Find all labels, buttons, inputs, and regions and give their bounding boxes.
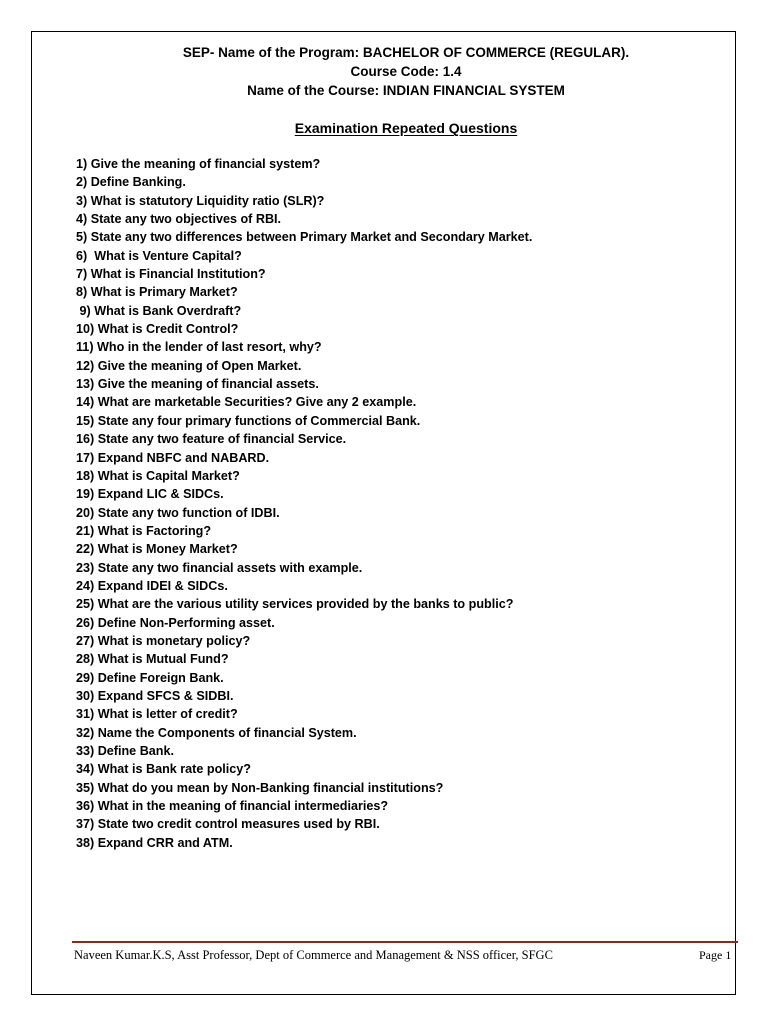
question-item: 21) What is Factoring?: [76, 523, 212, 538]
question-item: 28) What is Mutual Fund?: [76, 652, 229, 667]
question-item: 13) Give the meaning of financial assets.: [76, 377, 319, 392]
course-name: Name of the Course: INDIAN FINANCIAL SYSTEM: [247, 83, 565, 98]
question-item: 38) Expand CRR and ATM.: [76, 835, 233, 850]
question-item: 32) Name the Components of financial System.: [76, 725, 357, 740]
question-item: 17) Expand NBFC and NABARD.: [76, 450, 270, 465]
question-item: 12) Give the meaning of Open Market.: [76, 358, 302, 373]
question-item: 7) What is Financial Institution?: [76, 267, 266, 282]
question-item: 11) Who in the lender of last resort, why?: [76, 340, 322, 355]
page-number: Page 1: [699, 948, 732, 962]
question-item: 35) What do you mean by Non-Banking financial institutions?: [76, 780, 444, 795]
footer-author: Naveen Kumar.K.S, Asst Professor, Dept of Commerce and Management & NSS officer, SFGC: [74, 948, 553, 962]
question-item: 26) Define Non-Performing asset.: [76, 615, 275, 630]
question-item: 24) Expand IDEI & SIDCs.: [76, 578, 228, 593]
question-item: 18) What is Capital Market?: [76, 468, 240, 483]
question-item: 23) State any two financial assets with example.: [76, 560, 363, 575]
question-item: 8) What is Primary Market?: [76, 285, 238, 300]
question-item: 16) State any two feature of financial Service.: [76, 432, 347, 447]
question-item: 30) Expand SFCS & SIDBI.: [76, 688, 234, 703]
question-item: 22) What is Money Market?: [76, 542, 238, 557]
question-item: 4) State any two objectives of RBI.: [76, 212, 282, 227]
question-item: 34) What is Bank rate policy?: [76, 762, 251, 777]
question-item: 3) What is statutory Liquidity ratio (SLR)?: [76, 193, 325, 208]
question-item: 10) What is Credit Control?: [76, 322, 239, 337]
question-item: 15) State any four primary functions of Commercial Bank.: [76, 413, 421, 428]
question-item: 9) What is Bank Overdraft?: [76, 303, 242, 318]
question-item: 25) What are the various utility services provided by the banks to public?: [76, 597, 514, 612]
question-item: 1) Give the meaning of financial system?: [76, 157, 321, 171]
question-item: 6) What is Venture Capital?: [76, 248, 242, 263]
question-item: 33) Define Bank.: [76, 744, 174, 758]
section-title-text: Examination Repeated Questions: [294, 120, 518, 136]
question-item: 20) State any two function of IDBI.: [76, 505, 280, 520]
question-list: [76, 155, 716, 852]
program-name: SEP- Name of the Program: BACHELOR OF COMMERCE (REGULAR).: [182, 45, 630, 60]
question-item: 36) What in the meaning of financial intermediaries?: [76, 799, 389, 814]
question-item: 14) What are marketable Securities? Give any 2 example.: [76, 395, 417, 410]
question-item: 19) Expand LIC & SIDCs.: [76, 487, 224, 502]
section-title: [31, 120, 768, 136]
document-header: [31, 43, 768, 100]
question-item: 2) Define Banking.: [76, 175, 186, 190]
question-item: 29) Define Foreign Bank.: [76, 670, 224, 685]
question-item: 27) What is monetary policy?: [76, 633, 251, 648]
question-item: 5) State any two differences between Primary Market and Secondary Market.: [76, 230, 533, 245]
question-item: 31) What is letter of credit?: [76, 707, 238, 722]
footer-rule: [72, 941, 738, 943]
question-item: 37) State two credit control measures used by RBI.: [76, 817, 380, 832]
course-code: Course Code: 1.4: [350, 64, 462, 79]
